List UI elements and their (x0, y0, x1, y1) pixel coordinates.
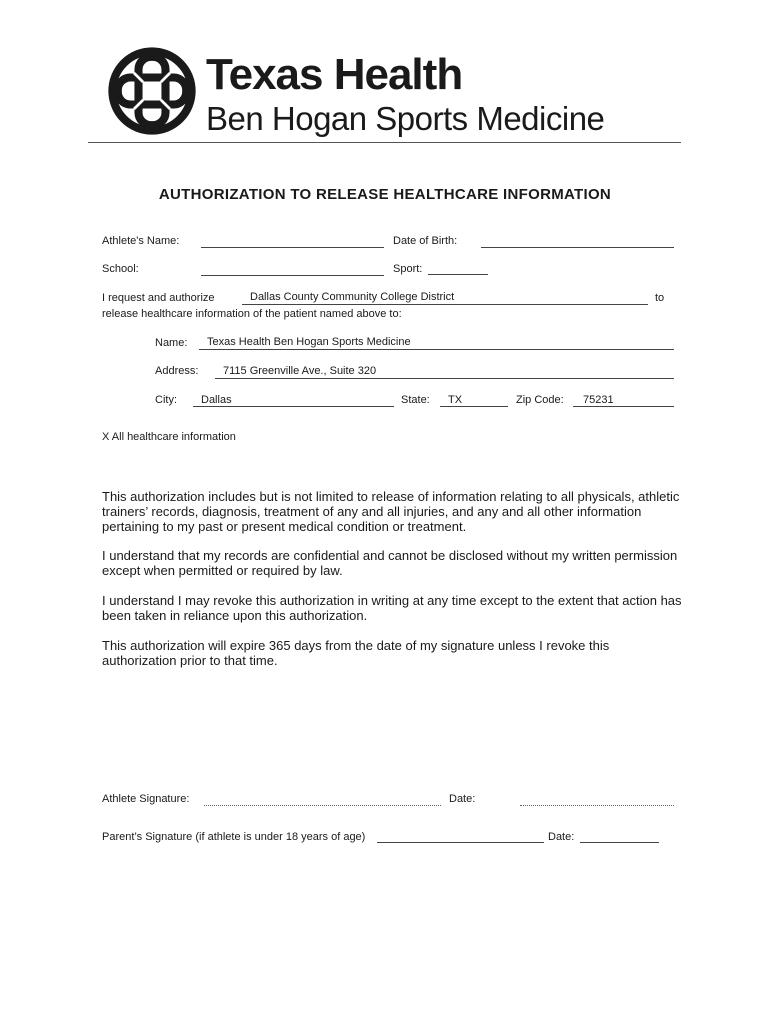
recipient-name-field[interactable] (199, 349, 674, 350)
athlete-date-label: Date: (449, 793, 476, 805)
athlete-date-field[interactable] (520, 805, 674, 806)
recipient-address-value: 7115 Greenville Ave., Suite 320 (223, 365, 377, 377)
recipient-city-value: Dallas (201, 394, 232, 406)
document-title: AUTHORIZATION TO RELEASE HEALTHCARE INFORMATION (158, 186, 612, 203)
school-field[interactable] (201, 275, 384, 276)
sport-label: Sport: (393, 263, 423, 275)
recipient-state-field[interactable] (440, 406, 508, 407)
sport-field[interactable] (428, 274, 488, 275)
paragraph-confidential: I understand that my records are confidential and cannot be disclosed without my written permission except when permitted or required by law. (102, 548, 678, 578)
parent-signature-label: Parent’s Signature (if athlete is under 18 years of age) (102, 831, 366, 843)
header-divider (88, 142, 681, 143)
athlete-name-label: Athlete's Name: (102, 235, 180, 247)
request-suffix: to (655, 292, 665, 304)
dob-label: Date of Birth: (393, 235, 458, 247)
recipient-name-value: Texas Health Ben Hogan Sports Medicine (207, 336, 411, 348)
interlaced-cross-logo-icon (107, 46, 197, 136)
paragraph-scope: This authorization includes but is not limited to release of information relating to all physicals, athletic trainers’ records, diagnosis, treatment of any and all injuries, and any and all other information pertaining to my past or present medical condition or treatment. (102, 489, 680, 534)
athlete-name-field[interactable] (201, 247, 384, 248)
recipient-name-label: Name: (155, 337, 188, 349)
parent-date-label: Date: (548, 831, 575, 843)
recipient-zip-label: Zip Code: (516, 394, 564, 406)
recipient-city-label: City: (155, 394, 177, 406)
recipient-zip-field[interactable] (573, 406, 674, 407)
athlete-signature-label: Athlete Signature: (102, 793, 190, 805)
recipient-city-field[interactable] (193, 406, 394, 407)
request-prefix: I request and authorize (102, 292, 215, 304)
authorized-party-value: Dallas County Community College District (250, 291, 455, 303)
brand-name: Texas Health (206, 50, 463, 99)
paragraph-revoke: I understand I may revoke this authorization in writing at any time except to the extent that action has been taken in reliance upon this authorization. (102, 593, 682, 623)
recipient-address-field[interactable] (215, 378, 674, 379)
authorized-party-field[interactable] (242, 304, 648, 305)
brand-subtitle: Ben Hogan Sports Medicine (206, 100, 605, 137)
parent-signature-field[interactable] (377, 842, 544, 843)
paragraph-expiry: This authorization will expire 365 days from the date of my signature unless I revoke this authorization prior to that time. (102, 638, 610, 668)
recipient-state-value: TX (448, 394, 463, 406)
request-line2: release healthcare information of the patient named above to: (102, 308, 402, 320)
recipient-zip-value: 75231 (583, 394, 614, 406)
all-healthcare-checkbox[interactable]: X All healthcare information (102, 431, 236, 443)
athlete-signature-field[interactable] (204, 805, 441, 806)
dob-field[interactable] (481, 247, 674, 248)
recipient-address-label: Address: (155, 365, 199, 377)
recipient-state-label: State: (401, 394, 430, 406)
parent-date-field[interactable] (580, 842, 659, 843)
school-label: School: (102, 263, 139, 275)
